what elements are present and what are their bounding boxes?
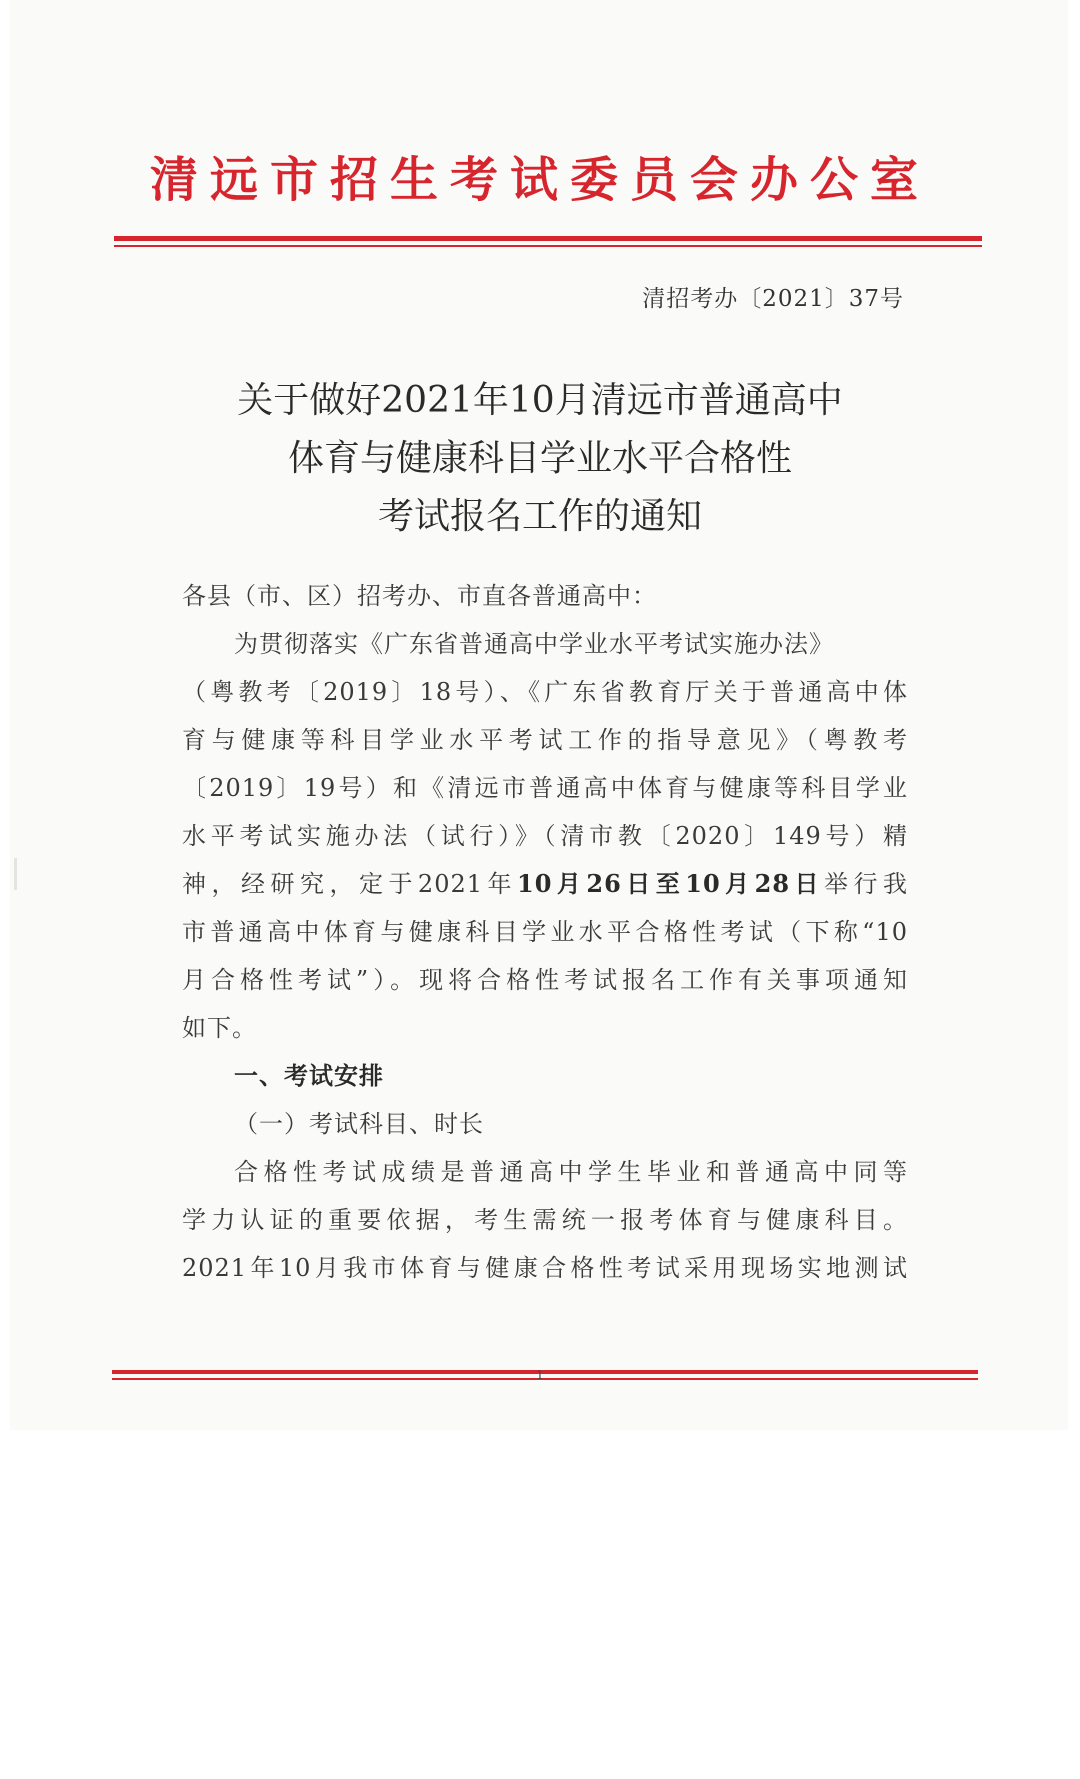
issuing-organization-header: 清远市招生考试委员会办公室: [149, 152, 930, 208]
title-line-3: 考试报名工作的通知: [377, 496, 702, 537]
title-line-1: 关于做好2021年10月清远市普通高中: [237, 380, 843, 421]
title-line-2: 体育与健康科目学业水平合格性: [287, 438, 792, 479]
paragraph-2-line-2: 学力认证的重要依据，考生需统一报考体育与健康科目。: [182, 1206, 908, 1234]
paragraph-2-line-3: 2021年10月我市体育与健康合格性考试采用现场实地测试: [182, 1254, 908, 1282]
document-number: 清招考办〔2021〕37号: [642, 286, 904, 312]
paragraph-1-line-7: 市普通高中体育与健康科目学业水平合格性考试（下称“10: [182, 918, 908, 946]
paragraph-1-line-1: 为贯彻落实《广东省普通高中学业水平考试实施办法》: [234, 630, 834, 658]
paragraph-1-line-9: 如下。: [182, 1014, 257, 1042]
document-body: [182, 0, 908, 1300]
line-6-prefix: 神，经研究，定于2021年: [182, 870, 517, 898]
paragraph-1-line-2: （粤教考〔2019〕18号）、《广东省教育厅关于普通高中体: [182, 678, 908, 706]
paragraph-2-line-1: 合格性考试成绩是普通高中学生毕业和普通高中同等: [234, 1158, 908, 1186]
scan-edge-mark: [14, 858, 17, 890]
paragraph-1-line-3: 育与健康等科目学业水平考试工作的指导意见》（粤教考: [182, 726, 908, 754]
line-6-suffix: 举行我: [824, 870, 908, 898]
page-number: 1: [536, 1368, 544, 1382]
exam-dates: 10月26日至10月28日: [517, 869, 825, 898]
section-1-heading: 一、考试安排: [234, 1061, 384, 1090]
paragraph-1-line-4: 〔2019〕19号）和《清远市普通高中体育与健康等科目学业: [182, 774, 908, 802]
paragraph-1-line-6: [182, 868, 908, 900]
paragraph-1-line-8: 月合格性考试”）。现将合格性考试报名工作有关事项通知: [182, 966, 908, 994]
paragraph-1-line-5: 水平考试实施办法（试行）》（清市教〔2020〕149号）精: [182, 822, 908, 850]
subsection-1-heading: （一）考试科目、时长: [234, 1110, 484, 1138]
recipient-line: 各县（市、区）招考办、市直各普通高中：: [182, 582, 657, 610]
